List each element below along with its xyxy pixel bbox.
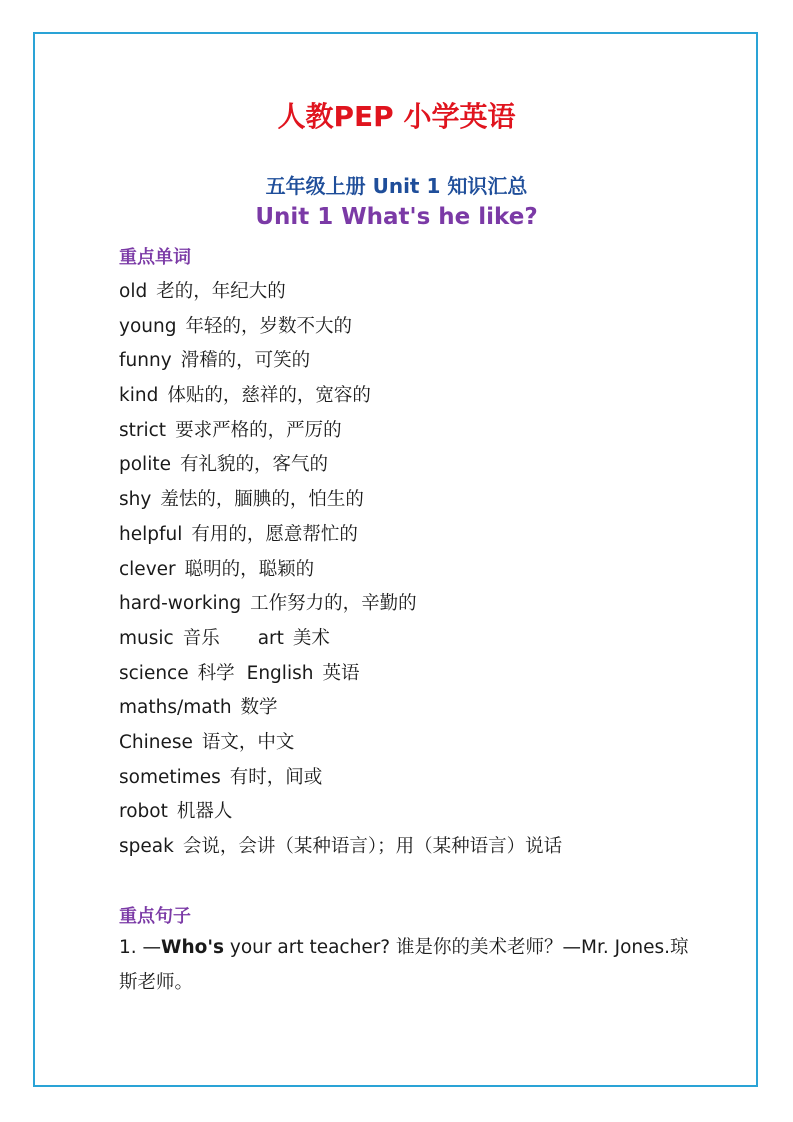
vocab-meaning: 体贴的，慈祥的，宽容的 [167, 385, 371, 407]
vocab-item [119, 553, 562, 588]
vocab-item [119, 483, 562, 518]
main-title: 人教PEP 小学英语 [277, 100, 516, 133]
vocab-item [119, 761, 562, 796]
vocab-item [119, 310, 562, 345]
vocab-item [119, 275, 562, 310]
sentence-answer: —Mr. Jones.琼斯老师。 [119, 937, 689, 993]
vocab-item [119, 344, 562, 379]
vocab-word: Chinese [119, 731, 193, 753]
vocab-word: strict [119, 419, 167, 441]
vocab-word: old [119, 281, 148, 302]
vocab-item [119, 657, 562, 692]
vocab-meaning: 工作努力的，辛勤的 [250, 593, 417, 615]
vocab-item [119, 795, 562, 830]
vocab-word: science [119, 662, 189, 684]
sentence-dash: — [142, 937, 162, 958]
sentence-heading: 重点句子 [119, 906, 191, 927]
vocab-meaning: 机器人 [176, 801, 233, 823]
vocab-word: music [119, 627, 174, 649]
vocab-word: maths/math [119, 697, 232, 719]
vocab-word: shy [119, 489, 152, 511]
vocab-item [119, 414, 562, 449]
vocab-word: helpful [119, 523, 183, 545]
vocab-word: hard-working [119, 593, 242, 615]
vocab-item [119, 830, 562, 865]
vocab-word: sometimes [119, 766, 221, 788]
sentence-number: 1. [119, 937, 137, 958]
sentence-item [119, 930, 689, 1000]
vocab-meaning: 语文，中文 [201, 731, 295, 753]
vocab-meaning: 美术 [292, 627, 330, 649]
vocab-meaning: 老的，年纪大的 [156, 281, 286, 302]
vocab-meaning: 有时，间或 [229, 766, 323, 788]
vocab-word: clever [119, 558, 176, 580]
vocab-word: art [257, 627, 284, 649]
vocab-heading: 重点单词 [119, 247, 191, 268]
vocab-meaning: 滑稽的，可笑的 [180, 350, 311, 372]
vocab-item [119, 726, 562, 761]
vocab-meaning: 数学 [240, 697, 278, 719]
vocab-item [119, 622, 562, 657]
sentence-keyword: Who's [161, 937, 225, 958]
vocab-meaning: 要求严格的，严厉的 [175, 419, 342, 441]
vocab-word: polite [119, 454, 171, 476]
vocab-word: young [119, 315, 177, 337]
vocab-item [119, 691, 562, 726]
subtitle: 五年级上册 Unit 1 知识汇总 [265, 174, 528, 198]
vocab-item [119, 448, 562, 483]
vocab-list [119, 275, 562, 865]
vocab-word: robot [119, 801, 168, 823]
vocab-meaning: 会说，会讲（某种语言）；用（某种语言）说话 [182, 836, 563, 857]
vocab-meaning: 科学 [197, 662, 235, 684]
unit-title: Unit 1 What's he like? [255, 204, 538, 230]
vocab-word: funny [119, 350, 172, 372]
vocab-meaning: 聪明的，聪颖的 [184, 558, 315, 580]
vocab-word: English [246, 662, 314, 684]
vocab-meaning: 年轻的，岁数不大的 [185, 315, 352, 337]
vocab-meaning: 音乐 [182, 627, 220, 649]
vocab-meaning: 羞怯的，腼腆的，怕生的 [160, 489, 364, 511]
sentence-question: your art teacher? 谁是你的美术老师？ [224, 937, 563, 958]
vocab-item [119, 587, 562, 622]
vocab-item [119, 518, 562, 553]
vocab-meaning: 有礼貌的，客气的 [179, 454, 328, 476]
vocab-item [119, 379, 562, 414]
vocab-word: speak [119, 836, 174, 857]
vocab-word: kind [119, 385, 159, 407]
vocab-meaning: 英语 [322, 662, 360, 684]
vocab-meaning: 有用的，愿意帮忙的 [191, 523, 358, 545]
